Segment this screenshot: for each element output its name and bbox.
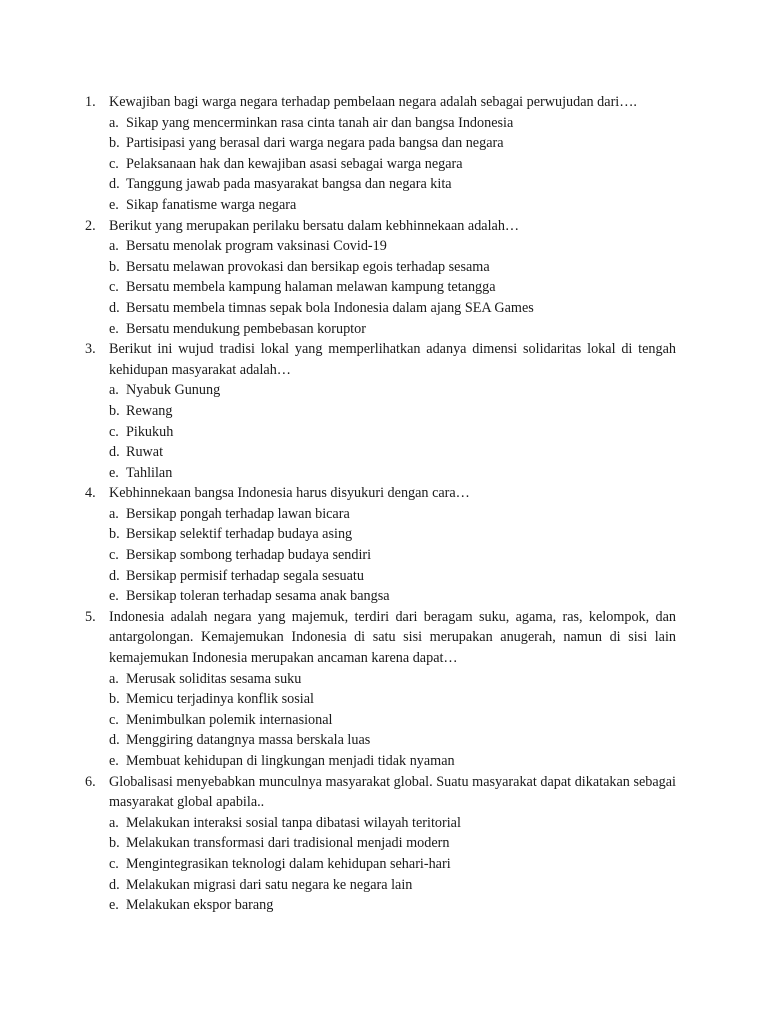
option-letter: c.	[109, 855, 119, 872]
question-number: 4.	[85, 485, 96, 502]
option-text: Tanggung jawab pada masyarakat bangsa dan negara kita	[126, 176, 452, 193]
option-c	[0, 545, 768, 566]
option-d	[0, 442, 768, 463]
option-d	[0, 298, 768, 319]
option-letter: c.	[109, 423, 119, 440]
option-letter: c.	[109, 155, 119, 172]
option-text: Bersikap selektif terhadap budaya asing	[126, 526, 353, 543]
option-a	[0, 113, 768, 134]
option-text: Bersatu membela kampung halaman melawan kampung tetangga	[126, 279, 496, 296]
option-text: Sikap yang mencerminkan rasa cinta tanah air dan bangsa Indonesia	[126, 114, 514, 131]
option-text: Merusak soliditas sesama suku	[126, 670, 302, 687]
question-stem	[0, 607, 768, 669]
option-a	[0, 380, 768, 401]
option-letter: a.	[109, 382, 119, 399]
option-e	[0, 195, 768, 216]
option-c	[0, 154, 768, 175]
option-text: Tahlilan	[126, 464, 173, 481]
option-text: Pikukuh	[126, 423, 174, 440]
option-letter: e.	[109, 320, 119, 337]
option-a	[0, 813, 768, 834]
option-letter: e.	[109, 196, 119, 213]
option-letter: b.	[109, 691, 120, 708]
option-text: Pelaksanaan hak dan kewajiban asasi sebagai warga negara	[126, 155, 463, 172]
option-letter: d.	[109, 444, 120, 461]
option-letter: a.	[109, 238, 119, 255]
option-letter: d.	[109, 567, 120, 584]
option-text: Rewang	[126, 402, 173, 419]
option-letter: a.	[109, 670, 119, 687]
question-number: 6.	[85, 773, 96, 790]
option-text: Melakukan transformasi dari tradisional menjadi modern	[126, 835, 450, 852]
question-text: Globalisasi menyebabkan munculnya masyarakat global. Suatu masyarakat dapat dikatakan sebagai masyarakat global apabila..	[109, 773, 676, 811]
option-b	[0, 524, 768, 545]
question-text: Kewajiban bagi warga negara terhadap pembelaan negara adalah sebagai perwujudan dari….	[109, 94, 637, 110]
option-a	[0, 504, 768, 525]
option-c	[0, 277, 768, 298]
option-c	[0, 854, 768, 875]
option-letter: e.	[109, 753, 119, 769]
question-stem	[0, 216, 768, 237]
question-text: Berikut ini wujud tradisi lokal yang memperlihatkan adanya dimensi solidaritas lokal di tengah kehidupan masyarakat adalah…	[109, 341, 676, 378]
option-letter: e.	[109, 897, 119, 914]
option-letter: a.	[109, 114, 119, 131]
option-c	[0, 422, 768, 443]
question-number: 1.	[85, 94, 96, 110]
option-letter: d.	[109, 176, 120, 193]
option-letter: b.	[109, 835, 120, 852]
option-e	[0, 751, 768, 772]
option-text: Menimbulkan polemik internasional	[126, 711, 333, 728]
option-text: Membuat kehidupan di lingkungan menjadi tidak nyaman	[126, 753, 455, 769]
question-text: Berikut yang merupakan perilaku bersatu dalam kebhinnekaan adalah…	[109, 217, 520, 234]
option-text: Nyabuk Gunung	[126, 382, 221, 399]
option-letter: e.	[109, 464, 119, 481]
option-text: Melakukan ekspor barang	[126, 897, 274, 914]
option-b	[0, 257, 768, 278]
option-e	[0, 895, 768, 916]
option-a	[0, 236, 768, 257]
question-stem	[0, 772, 768, 813]
option-text: Ruwat	[126, 444, 164, 461]
question-number: 2.	[85, 217, 96, 234]
question-text: Kebhinnekaan bangsa Indonesia harus disyukuri dengan cara…	[109, 485, 470, 502]
option-letter: b.	[109, 526, 120, 543]
option-text: Melakukan interaksi sosial tanpa dibatasi wilayah teritorial	[126, 814, 461, 831]
question-stem	[0, 92, 768, 113]
option-b	[0, 133, 768, 154]
option-e	[0, 586, 768, 607]
option-text: Memicu terjadinya konflik sosial	[126, 691, 314, 708]
option-a	[0, 669, 768, 690]
question-text: Indonesia adalah negara yang majemuk, terdiri dari beragam suku, agama, ras, kelompok, dan antargolongan. Kemajemukan Indonesia di satu sisi merupakan anugerah, namun di sisi lain kemajemukan Indonesia merupakan ancaman karena dapat…	[109, 608, 676, 667]
option-text: Mengintegrasikan teknologi dalam kehidupan sehari-hari	[126, 855, 451, 872]
option-text: Melakukan migrasi dari satu negara ke negara lain	[126, 876, 413, 893]
question-number: 3.	[85, 341, 96, 358]
option-letter: e.	[109, 588, 119, 605]
question-2	[0, 216, 768, 340]
option-text: Bersatu melawan provokasi dan bersikap egois terhadap sesama	[126, 258, 490, 275]
question-3	[0, 339, 768, 483]
option-letter: a.	[109, 505, 119, 522]
option-text: Partisipasi yang berasal dari warga negara pada bangsa dan negara	[126, 135, 504, 152]
option-letter: d.	[109, 732, 120, 749]
option-letter: b.	[109, 402, 120, 419]
option-d	[0, 174, 768, 195]
option-text: Bersatu membela timnas sepak bola Indonesia dalam ajang SEA Games	[126, 299, 534, 316]
option-letter: c.	[109, 547, 119, 564]
question-stem	[0, 483, 768, 504]
option-e	[0, 463, 768, 484]
option-d	[0, 730, 768, 751]
question-number: 5.	[85, 608, 96, 625]
option-d	[0, 566, 768, 587]
document-page	[0, 92, 768, 916]
option-b	[0, 401, 768, 422]
option-text: Menggiring datangnya massa berskala luas	[126, 732, 371, 749]
option-letter: b.	[109, 135, 120, 152]
option-e	[0, 319, 768, 340]
option-text: Bersatu mendukung pembebasan koruptor	[126, 320, 366, 337]
option-b	[0, 689, 768, 710]
option-text: Bersatu menolak program vaksinasi Covid-19	[126, 238, 387, 255]
question-4	[0, 483, 768, 607]
option-letter: b.	[109, 258, 120, 275]
option-b	[0, 833, 768, 854]
option-letter: d.	[109, 876, 120, 893]
question-1	[0, 92, 768, 216]
option-letter: c.	[109, 279, 119, 296]
question-5	[0, 607, 768, 772]
option-letter: c.	[109, 711, 119, 728]
option-text: Sikap fanatisme warga negara	[126, 196, 297, 213]
option-text: Bersikap pongah terhadap lawan bicara	[126, 505, 350, 522]
option-c	[0, 710, 768, 731]
option-letter: d.	[109, 299, 120, 316]
option-text: Bersikap sombong terhadap budaya sendiri	[126, 547, 372, 564]
option-text: Bersikap toleran terhadap sesama anak bangsa	[126, 588, 390, 605]
option-letter: a.	[109, 814, 119, 831]
question-stem	[0, 339, 768, 380]
option-d	[0, 875, 768, 896]
option-text: Bersikap permisif terhadap segala sesuatu	[126, 567, 364, 584]
question-6	[0, 772, 768, 916]
